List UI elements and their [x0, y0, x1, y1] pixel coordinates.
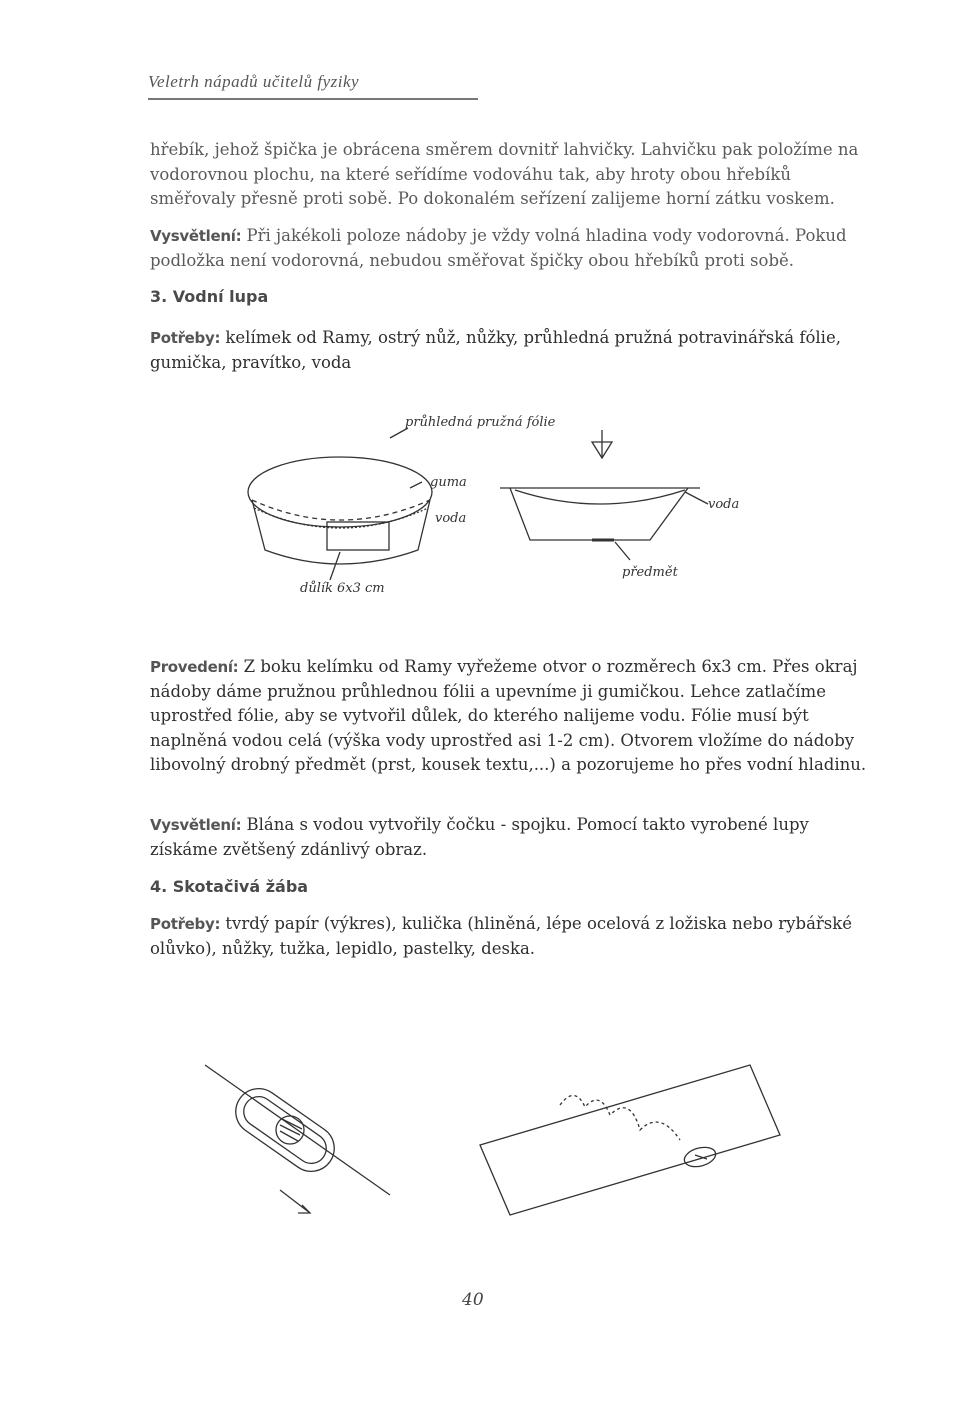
explanation-text: Blána s vodou vytvořily čočku - spojku. Pomocí takto vyrobené lupy získáme zvětšený zdánlivý obraz.	[150, 815, 809, 859]
explanation-label: Vysvětlení:	[150, 816, 242, 834]
label-foil: průhledná pružná fólie	[405, 415, 556, 430]
water-lens-curve	[515, 490, 685, 504]
needs-label: Potřeby:	[150, 329, 221, 347]
procedure-text: Z boku kelímku od Ramy vyřežeme otvor o rozměrech 6x3 cm. Přes okraj nádoby dáme pružnou průhlednou fólii a upevníme ji gumičkou. Lehce zatlačíme uprostřed fólie, aby se vytvořil důlek, do kterého nalijeme vodu. Fólie musí být naplněná vodou celá (výška vody uprostřed asi 1-2 cm). Otvorem vložíme do nádoby libovolný drobný předmět (prst, kousek textu,...) a pozorujeme ho přes vodní hladinu.	[150, 657, 867, 774]
explanation-label: Vysvětlení:	[150, 227, 242, 245]
label-water-right: voda	[708, 497, 740, 512]
rubber-pointer	[410, 482, 422, 488]
section-3-procedure	[150, 655, 875, 778]
section-4-needs	[150, 912, 875, 961]
water-lens-figure	[230, 400, 760, 610]
section-3-explanation	[150, 813, 875, 862]
frog-figure	[190, 1045, 790, 1225]
section-3-heading: 3. Vodní lupa	[150, 287, 269, 306]
needs-label: Potřeby:	[150, 915, 221, 933]
section-3-needs	[150, 326, 875, 375]
needs-text: tvrdý papír (výkres), kulička (hliněná, lépe ocelová z ložiska nebo rybářské olůvko), nůžky, tužka, lepidlo, pastelky, deska.	[150, 914, 853, 958]
object-pointer	[615, 542, 630, 560]
label-window: důlík 6x3 cm	[300, 581, 385, 596]
section-4-heading: 4. Skotačivá žába	[150, 877, 309, 896]
running-header: Veletrh nápadů učitelů fyziky	[148, 72, 360, 91]
explanation-paragraph-1	[150, 224, 875, 273]
label-object: předmět	[622, 565, 678, 580]
motion-arrow	[280, 1190, 310, 1213]
water-pointer	[685, 492, 708, 504]
label-water-left: voda	[435, 511, 467, 526]
needs-text: kelímek od Ramy, ostrý nůž, nůžky, průhledná pružná potravinářská fólie, gumička, pravítko, voda	[150, 328, 841, 372]
trajectory	[560, 1095, 680, 1140]
window-pointer	[330, 552, 340, 580]
board	[480, 1065, 780, 1215]
capsule	[227, 1080, 343, 1181]
ball-hatching	[280, 1119, 302, 1141]
header-rule	[148, 98, 478, 100]
intro-paragraph: hřebík, jehož špička je obrácena směrem dovnitř lahvičky. Lahvičku pak položíme na vodorovnou plochu, na které seřídíme vodováhu tak, aby hroty obou hřebíků směřovaly přesně proti sobě. Po dokonalém seřízení zalijeme horní zátku voskem.	[150, 140, 859, 208]
explanation-text: Při jakékoli poloze nádoby je vždy volná hladina vody vodorovná. Pokud podložka není vodorovná, nebudou směřovat špičky obou hřebíků proti sobě.	[150, 226, 847, 270]
page-number: 40	[462, 1290, 484, 1310]
procedure-label: Provedení:	[150, 658, 239, 676]
label-rubber: guma	[430, 475, 467, 490]
slope-line-top	[205, 1065, 390, 1195]
container-rim	[248, 457, 432, 527]
